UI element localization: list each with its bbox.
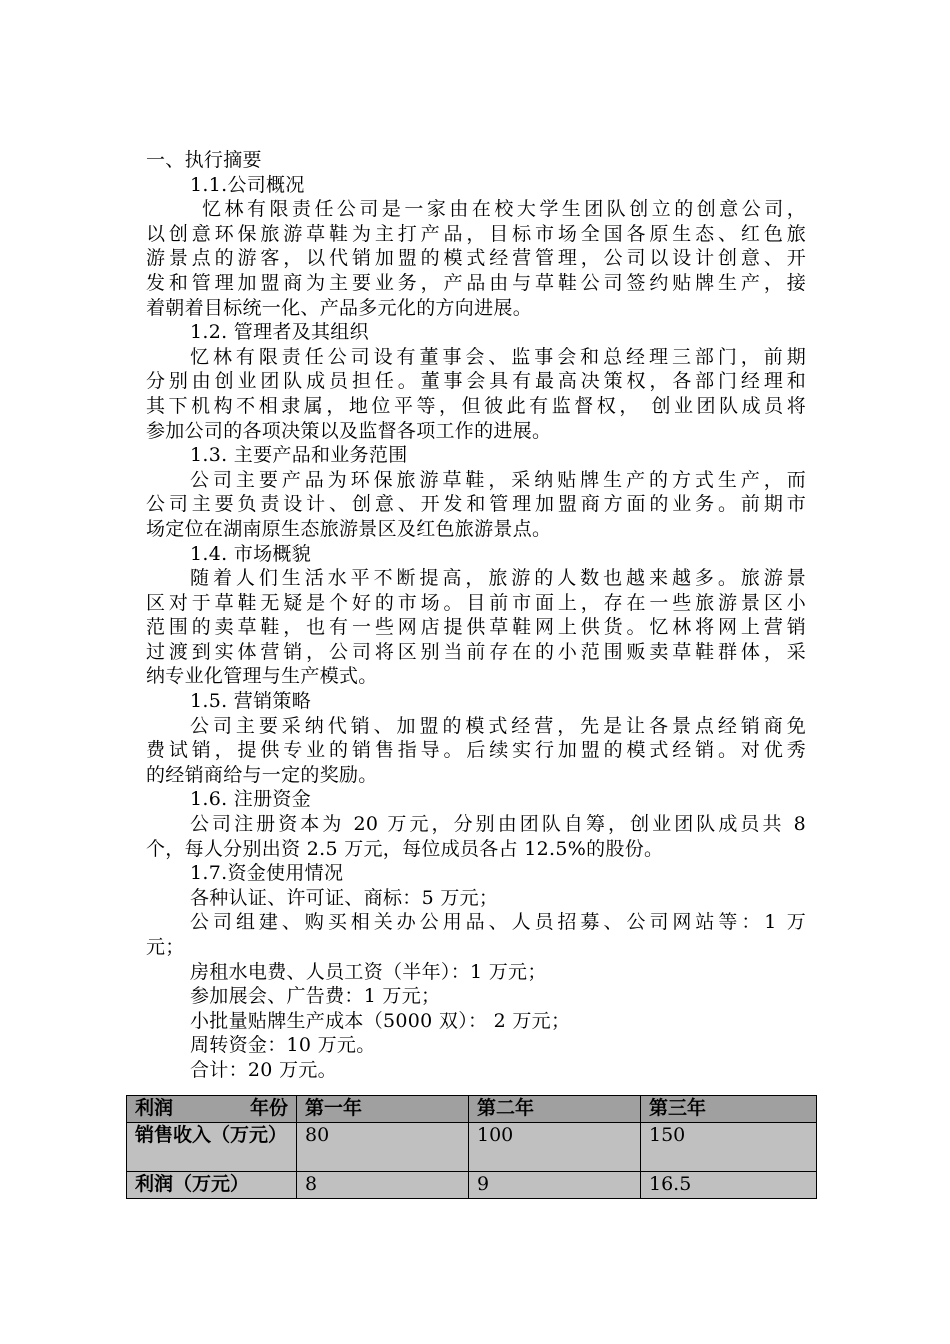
funding-item: 房租水电费、人员工资（半年）：1 万元； [190, 960, 547, 983]
row-label: 销售收入（万元） [127, 1123, 297, 1172]
paragraph-line: 纳专业化管理与生产模式。 [146, 665, 378, 688]
funding-item: 周转资金：10 万元。 [190, 1034, 376, 1057]
funding-item: 小批量贴牌生产成本（5000 双）： 2 万元； [190, 1009, 571, 1032]
paragraph-line: 公司主要产品为环保旅游草鞋，采纳贴牌生产的方式生产，而 [190, 468, 806, 491]
section-heading-1-7: 1.7.资金使用情况 [190, 862, 344, 885]
column-header: 第一年 [297, 1096, 469, 1123]
table-corner-cell [127, 1096, 297, 1123]
table-cell: 100 [469, 1123, 641, 1172]
row-label: 利润（万元） [127, 1172, 297, 1199]
section-heading-1-6: 1.6. 注册资金 [190, 788, 311, 811]
corner-label-year: 年份 [249, 1097, 288, 1119]
paragraph-line: 过渡到实体营销，公司将区别当前存在的小范围贩卖草鞋群体，采 [146, 640, 806, 663]
table-header-row [127, 1096, 817, 1123]
table-cell: 80 [297, 1123, 469, 1172]
table-cell: 150 [641, 1123, 817, 1172]
paragraph-line: 忆林有限责任公司是一家由在校大学生团队创立的创意公司， [202, 198, 806, 221]
main-title: 一、执行摘要 [146, 149, 262, 171]
table-row [127, 1172, 817, 1199]
paragraph-line: 区对于草鞋无疑是个好的市场。目前市面上，存在一些旅游景区小 [146, 591, 806, 614]
paragraph-line: 发和管理加盟商为主要业务，产品由与草鞋公司签约贴牌生产，接 [146, 271, 806, 294]
paragraph-line: 游景点的游客，以代销加盟的模式经营管理，公司以设计创意、开 [146, 247, 806, 270]
paragraph-line: 随着人们生活水平不断提高，旅游的人数也越来越多。旅游景 [190, 567, 806, 590]
funding-item: 各种认证、许可证、商标：5 万元； [190, 886, 499, 909]
section-heading-1-3: 1.3. 主要产品和业务范围 [190, 444, 408, 467]
funding-item: 公司组建、购买相关办公用品、人员招募、公司网站等：1 万 [190, 911, 806, 934]
paragraph-line: 分别由创业团队成员担任。董事会具有最高决策权，各部门经理和 [146, 370, 806, 393]
funding-item: 元； [146, 936, 185, 958]
document-body [146, 148, 806, 1083]
table-cell: 8 [297, 1172, 469, 1199]
section-heading-1-2: 1.2. 管理者及其组织 [190, 321, 369, 344]
table-row [127, 1123, 817, 1172]
column-header: 第二年 [469, 1096, 641, 1123]
paragraph-line: 其下机构不相隶属，地位平等，但彼此有监督权， 创业团队成员将 [146, 394, 806, 417]
section-heading-1-4: 1.4. 市场概貌 [190, 542, 311, 565]
paragraph-line: 公司主要负责设计、创意、开发和管理加盟商方面的业务。前期市 [146, 493, 806, 516]
paragraph-line: 个，每人分别出资 2.5 万元，每位成员各占 12.5%的股份。 [146, 837, 664, 860]
section-heading-1-1: 1.1.公司概况 [190, 173, 305, 196]
column-header: 第三年 [641, 1096, 817, 1123]
paragraph-line: 公司注册资本为 20 万元，分别由团队自筹，创业团队成员共 8 [190, 813, 806, 836]
section-heading-1-5: 1.5. 营销策略 [190, 690, 311, 713]
paragraph-line: 范围的卖草鞋，也有一些网店提供草鞋网上供货。忆林将网上营销 [146, 616, 806, 639]
corner-label-profit: 利润 [135, 1097, 174, 1119]
funding-item: 参加展会、广告费：1 万元； [190, 985, 441, 1008]
funding-total: 合计：20 万元。 [190, 1058, 337, 1081]
paragraph-line: 着朝着目标统一化、产品多元化的方向进展。 [146, 296, 533, 319]
paragraph-line: 忆林有限责任公司设有董事会、监事会和总经理三部门，前期 [190, 345, 806, 368]
paragraph-line: 费试销，提供专业的销售指导。后续实行加盟的模式经销。对优秀 [146, 739, 806, 762]
paragraph-line: 以创意环保旅游草鞋为主打产品，目标市场全国各原生态、红色旅 [146, 222, 806, 245]
paragraph-line: 参加公司的各项决策以及监督各项工作的进展。 [146, 419, 552, 442]
profit-table [126, 1095, 817, 1199]
table-cell: 16.5 [641, 1172, 817, 1199]
paragraph-line: 的经销商给与一定的奖励。 [146, 763, 378, 786]
paragraph-line: 场定位在湖南原生态旅游景区及红色旅游景点。 [146, 517, 552, 540]
paragraph-line: 公司主要采纳代销、加盟的模式经营，先是让各景点经销商免 [190, 714, 806, 737]
table-cell: 9 [469, 1172, 641, 1199]
